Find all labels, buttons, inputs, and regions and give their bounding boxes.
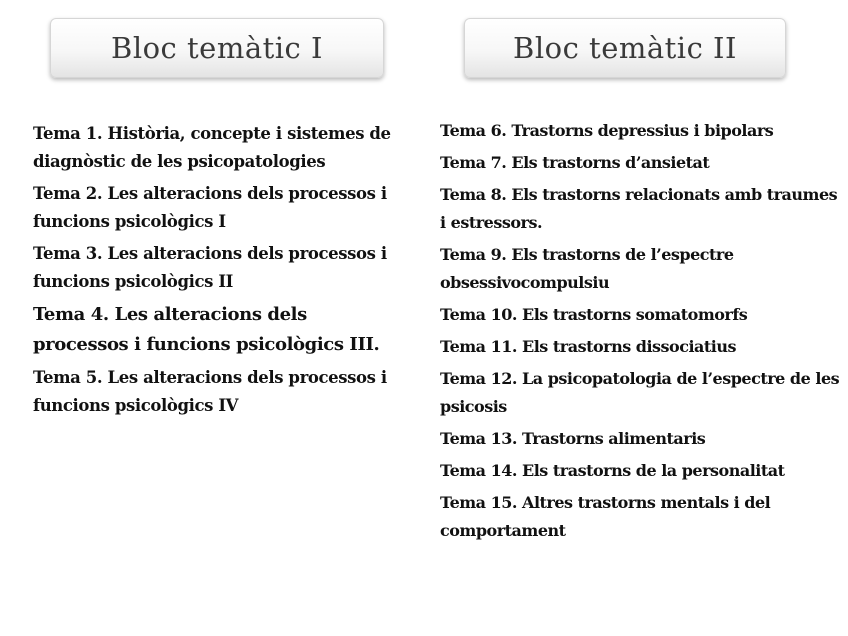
tema-1: Tema 1. Història, concepte i sistemes de diagnòstic de les psicopatologies <box>33 124 391 171</box>
bloc-tematic-2-list <box>440 117 842 549</box>
bloc-tematic-1-title: Bloc temàtic I <box>111 31 323 65</box>
tema-8: Tema 8. Els trastorns relacionats amb traumes i estressors. <box>440 185 838 232</box>
tema-9: Tema 9. Els trastorns de l’espectre obsessivocompulsiu <box>440 245 734 292</box>
tema-12: Tema 12. La psicopatologia de l’espectre de les psicosis <box>440 369 840 416</box>
tema-6: Tema 6. Trastorns depressius i bipolars <box>440 121 774 140</box>
bloc-tematic-2-header <box>464 18 786 78</box>
tema-3: Tema 3. Les alteracions dels processos i funcions psicològics II <box>33 244 387 291</box>
bloc-tematic-2-title: Bloc temàtic II <box>513 31 737 65</box>
bloc-tematic-1-list <box>33 120 405 424</box>
tema-10: Tema 10. Els trastorns somatomorfs <box>440 305 748 324</box>
tema-5: Tema 5. Les alteracions dels processos i funcions psicològics IV <box>33 368 387 415</box>
tema-4: Tema 4. Les alteracions dels processos i funcions psicològics III. <box>33 304 380 355</box>
tema-11: Tema 11. Els trastorns dissociatius <box>440 337 737 356</box>
tema-13: Tema 13. Trastorns alimentaris <box>440 429 706 448</box>
tema-15: Tema 15. Altres trastorns mentals i del comportament <box>440 493 771 540</box>
bloc-tematic-1-header <box>50 18 384 78</box>
tema-14: Tema 14. Els trastorns de la personalitat <box>440 461 785 480</box>
tema-2: Tema 2. Les alteracions dels processos i funcions psicològics I <box>33 184 387 231</box>
tema-7: Tema 7. Els trastorns d’ansietat <box>440 153 710 172</box>
